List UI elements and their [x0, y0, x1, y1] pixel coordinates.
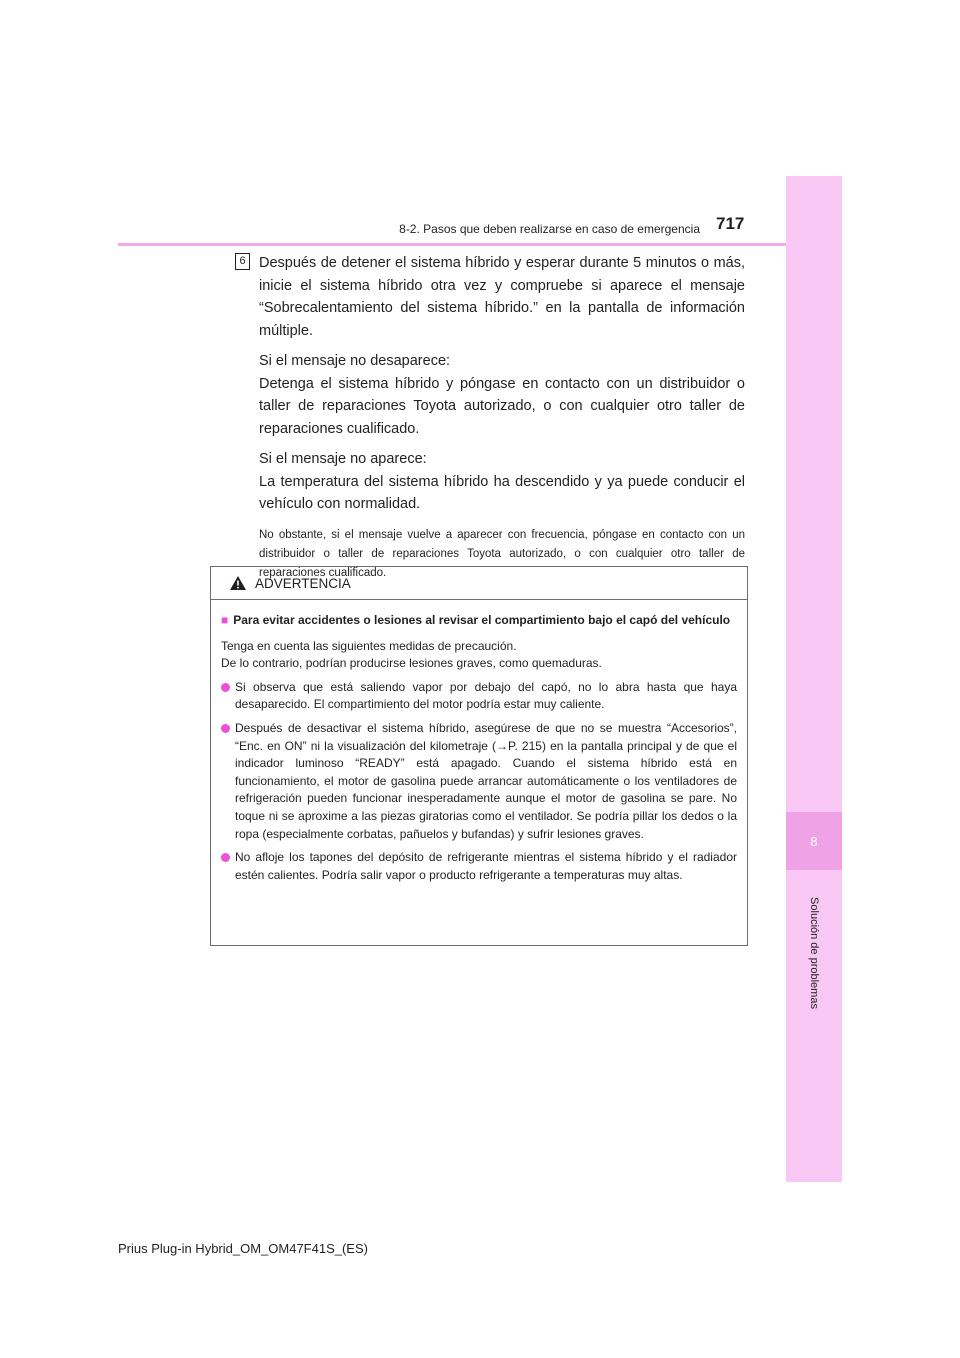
step-paragraph: Detenga el sistema híbrido y póngase en contacto con un distribuidor o taller de reparaciones Toyota autorizado, o con cualquier otro taller de reparaciones cualificado. [259, 375, 745, 437]
step-body [259, 252, 745, 591]
chapter-label [786, 878, 842, 1028]
step-paragraph: Si el mensaje no aparece: [259, 451, 427, 467]
warning-intro-line: Tenga en cuenta las siguientes medidas de precaución. [221, 638, 517, 653]
side-strip [786, 176, 842, 1182]
warning-bullet [221, 849, 737, 884]
warning-intro-line: De lo contrario, podrían producirse lesiones graves, como quemaduras. [221, 656, 602, 671]
warning-heading [221, 612, 737, 630]
step-paragraph: Si el mensaje no desaparece: [259, 353, 451, 369]
warning-box [210, 566, 748, 946]
warning-bullet-text: Si observa que está saliendo vapor por debajo del capó, no lo abra hasta que haya desaparecido. El compartimiento del motor podría estar muy caliente. [235, 679, 737, 712]
chapter-label-text: Solución de problemas [808, 897, 820, 1009]
square-bullet-icon: ■ [221, 613, 229, 627]
bullet-dot-icon [221, 683, 230, 692]
footer-manual-id: Prius Plug-in Hybrid_OM_OM47F41S_(ES) [118, 1241, 368, 1256]
step-number-badge: 6 [235, 253, 250, 270]
warning-bullet [221, 679, 737, 714]
header-divider [118, 243, 786, 246]
step-paragraph: La temperatura del sistema híbrido ha descendido y ya puede conducir el vehículo con normalidad. [259, 473, 745, 512]
bullet-dot-icon [221, 724, 230, 733]
page-number: 717 [716, 214, 745, 233]
warning-bullet-text: No afloje los tapones del depósito de refrigerante mientras el sistema híbrido y el radiador estén calientes. Podría salir vapor o producto refrigerante a temperaturas muy altas. [235, 850, 737, 882]
warning-triangle-icon [229, 575, 247, 591]
warning-title: ADVERTENCIA [255, 575, 351, 591]
warning-heading-text: Para evitar accidentes o lesiones al revisar el compartimiento bajo el capó del vehículo [233, 613, 731, 627]
warning-bullet [221, 720, 737, 843]
step-note: No obstante, si el mensaje vuelve a aparecer con frecuencia, póngase en contacto con un distribuidor o taller de reparaciones Toyota autorizado, o con cualquier otro taller de reparaciones cualificado. [259, 528, 745, 579]
chapter-tab[interactable]: 8 [786, 812, 842, 870]
warning-header [211, 567, 747, 600]
bullet-dot-icon [221, 853, 230, 862]
warning-intro [221, 638, 737, 673]
step-paragraph: Después de detener el sistema híbrido y esperar durante 5 minutos o más, inicie el sistema híbrido otra vez y compruebe si aparece el mensaje “Sobrecalentamiento del sistema híbrido.” en la pantalla de información múltiple. [259, 255, 745, 339]
warning-bullet-text: Después de desactivar el sistema híbrido, asegúrese de que no se muestra “Accesorios”, “Enc. en ON” ni la visualización del kilometraje (→P. 215) en la pantalla principal y de que el indicador luminoso “READY” está apagado. Cuando el sistema híbrido está en funcionamiento, el motor de gasolina puede arrancar automáticamente o los ventiladores de refrigeración pueden funcionar inesperadamente aunque el motor de gasolina se pare. No toque ni se aproxime a las piezas giratorias como el ventilador. Se podría pillar los dedos o la ropa (especialmente corbatas, pañuelos y bufandas) y sufrir lesiones graves. [235, 720, 737, 841]
header-section-title: 8-2. Pasos que deben realizarse en caso de emergencia [399, 222, 700, 236]
warning-content [211, 600, 747, 884]
